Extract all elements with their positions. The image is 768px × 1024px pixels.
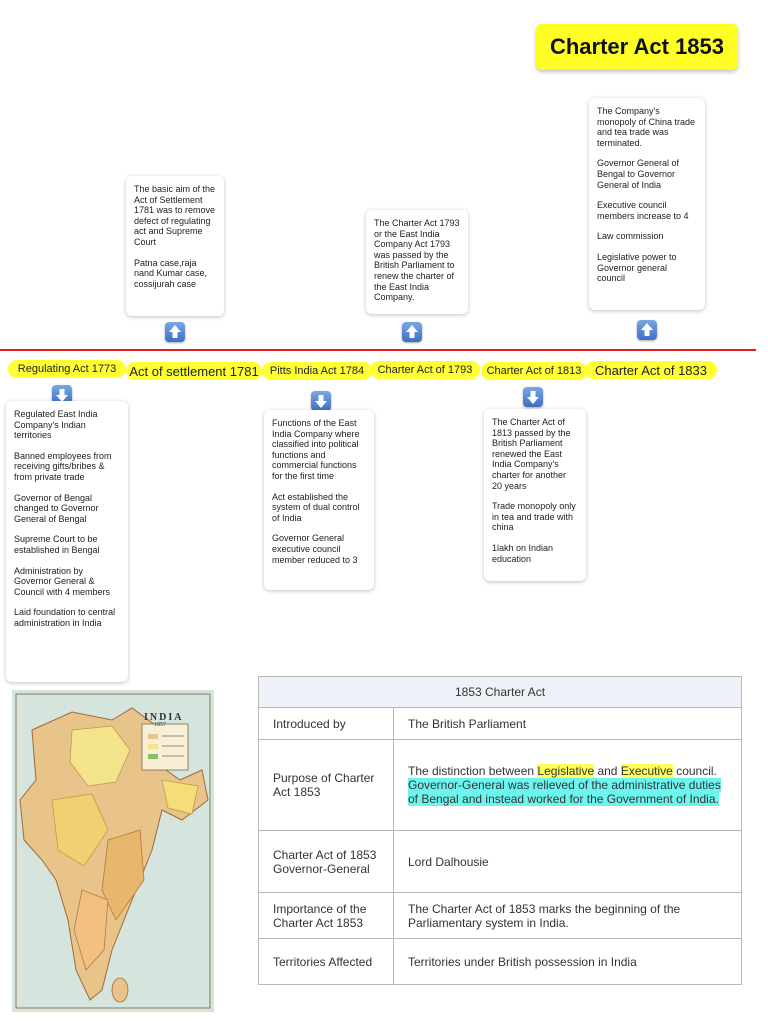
purpose-text: The distinction between	[408, 764, 538, 778]
highlight-legislative: Legislative	[537, 764, 595, 778]
table-value: The Charter Act of 1853 marks the beginning of the Parliamentary system in India.	[394, 893, 742, 939]
card-charter-act-1813	[484, 409, 586, 581]
table-value: The British Parliament	[394, 708, 742, 740]
timeline-label-1833: Charter Act of 1833	[585, 361, 717, 379]
page-title: Charter Act 1853	[536, 24, 738, 70]
card-text: Functions of the East India Company where classified into political functions and commercial functions for the first time	[272, 418, 360, 481]
map-title: INDIA	[144, 712, 184, 723]
card-text: The Charter Act 1793 or the East India Company Act 1793 was passed by the British Parliament to renew the charter of the East India Company.	[374, 218, 460, 303]
table-key: Introduced by	[259, 708, 394, 740]
timeline-label-1773: Regulating Act 1773	[8, 360, 126, 378]
card-text: Act established the system of dual control of India	[272, 491, 360, 523]
card-text: Governor of Bengal changed to Governor General of Bengal	[14, 492, 99, 524]
card-text: Administration by Governor General & Council with 4 members	[14, 565, 111, 597]
arrow-up-icon	[165, 322, 185, 342]
card-text: Regulated East India Company's Indian territories	[14, 409, 98, 441]
card-text: Laid foundation to central administration in India	[14, 607, 116, 628]
highlight-governor-general: Governor-General was relieved of the administrative duties of Bengal and instead worked for the Government of India.	[408, 778, 721, 806]
card-text: Legislative power to Governor general council	[597, 251, 677, 284]
historical-map-india	[12, 690, 214, 1012]
card-text: Governor General of Bengal to Governor General of India	[597, 158, 680, 190]
table-key: Purpose of Charter Act 1853	[259, 740, 394, 831]
card-text: The Charter Act of 1813 passed by the British Parliament renewed the East India Company's charter for another 20 years	[492, 417, 571, 491]
card-text: Governor General executive council member reduced to 3	[272, 533, 358, 565]
timeline-label-1793: Charter Act of 1793	[370, 361, 480, 379]
arrow-up-icon	[402, 322, 422, 342]
purpose-text: council.	[672, 764, 717, 778]
table-value: Territories under British possession in India	[394, 939, 742, 985]
table-key: Charter Act of 1853 Governor-General	[259, 831, 394, 893]
table-row	[259, 939, 742, 985]
timeline-label-1784: Pitts India Act 1784	[262, 362, 372, 380]
table-key: Territories Affected	[259, 939, 394, 985]
purpose-text: and	[594, 764, 621, 778]
table-key: Importance of the Charter Act 1853	[259, 893, 394, 939]
card-text: The basic aim of the Act of Settlement 1781 was to remove defect of regulating act and Supreme Court	[134, 184, 216, 247]
card-regulating-act-1773	[6, 401, 128, 682]
card-text: Trade monopoly only in tea and trade with china	[492, 501, 576, 533]
table-row	[259, 831, 742, 893]
card-text: Executive council members increase to 4	[597, 200, 689, 221]
card-pitts-india-act-1784	[264, 410, 374, 590]
card-charter-act-1833	[589, 98, 705, 310]
card-charter-act-1793	[366, 210, 468, 314]
table-row	[259, 708, 742, 740]
table-header: 1853 Charter Act	[259, 677, 742, 708]
timeline-label-1813: Charter Act of 1813	[481, 362, 587, 380]
table-header-row	[259, 677, 742, 708]
arrow-up-icon	[637, 320, 657, 340]
card-act-of-settlement-1781	[126, 176, 224, 316]
table-value	[394, 740, 742, 831]
card-text: The Company's monopoly of China trade and tea trade was terminated.	[597, 106, 696, 148]
card-text: Law commission	[597, 231, 664, 242]
table-row	[259, 740, 742, 831]
arrow-down-icon	[523, 387, 543, 407]
card-text: Banned employees from receiving gifts/bribes & from private trade	[14, 450, 112, 482]
charter-act-1853-table	[258, 676, 742, 985]
card-text: Supreme Court to be established in Bengal	[14, 534, 100, 555]
timeline-line	[0, 349, 756, 351]
card-text: 1lakh on Indian education	[492, 542, 554, 564]
arrow-down-icon	[311, 391, 331, 411]
map-year: 1857	[154, 722, 166, 728]
timeline-label-1781: Act of settlement 1781	[126, 362, 262, 380]
card-text: Patna case,raja nand Kumar case, cossijurah case	[134, 257, 208, 289]
table-value: Lord Dalhousie	[394, 831, 742, 893]
highlight-executive: Executive	[620, 764, 673, 778]
table-row	[259, 893, 742, 939]
